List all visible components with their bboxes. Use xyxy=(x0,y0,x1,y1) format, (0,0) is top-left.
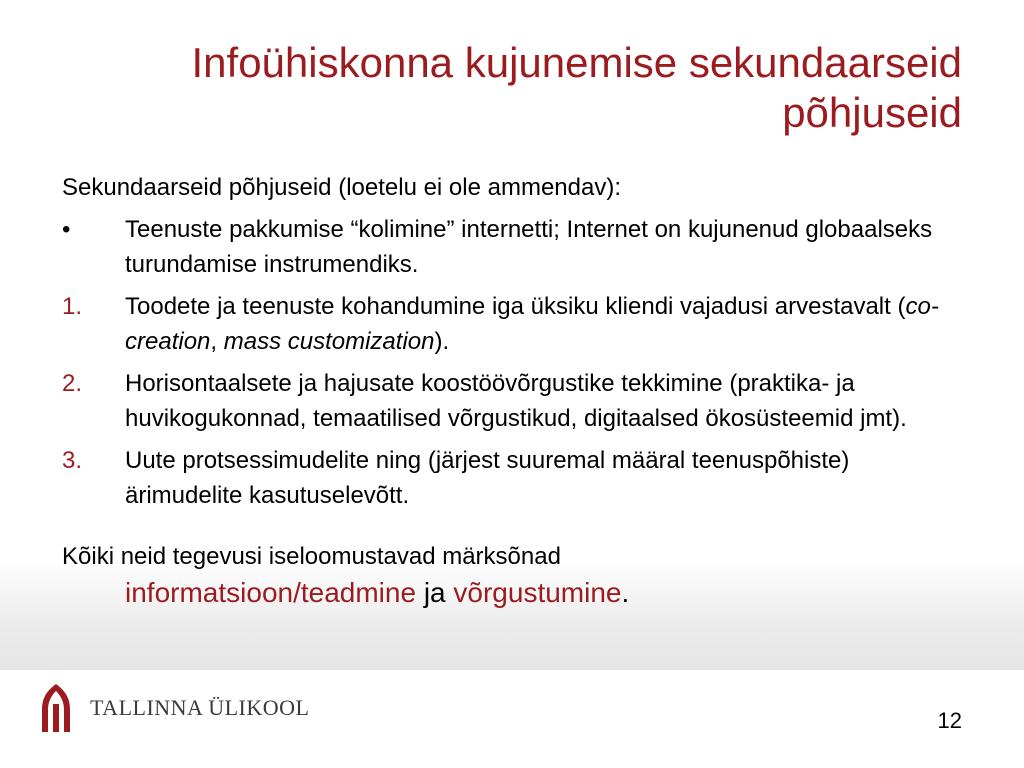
university-arch-icon xyxy=(40,682,72,734)
slide-content xyxy=(62,170,967,612)
list-item xyxy=(62,443,967,513)
keyword-networking: võrgustumine xyxy=(453,577,622,608)
list-item xyxy=(62,366,967,436)
keyword-conjunction: ja xyxy=(416,577,454,608)
list-item xyxy=(62,212,967,282)
item-italic-term: mass customization xyxy=(223,328,435,355)
closing-text: Kõiki neid tegevusi iseloomustavad märksõnad xyxy=(62,543,561,570)
bullet-marker: • xyxy=(62,216,71,243)
keyword-information: informatsioon/teadmine xyxy=(125,577,417,608)
number-marker: 3. xyxy=(62,447,83,474)
item-text: Uute protsessimudelite ning (järjest suuremal määral teenuspõhiste) ärimudelite kasutuselevõtt. xyxy=(125,447,850,509)
list-item xyxy=(62,289,967,359)
item-text: Teenuste pakkumise “kolimine” internetti; Internet on kujunenud globaalseks turundamise instrumendiks. xyxy=(125,216,933,278)
page-number: 12 xyxy=(937,708,962,733)
intro-text: Sekundaarseid põhjuseid (loetelu ei ole ammendav): xyxy=(62,174,622,201)
reasons-list xyxy=(62,212,967,513)
number-marker: 2. xyxy=(62,370,83,397)
keyword-period: . xyxy=(621,577,630,608)
item-text-end: ). xyxy=(434,328,450,355)
logo-text: TALLINNA ÜLIKOOL xyxy=(90,695,310,720)
item-separator: , xyxy=(210,328,224,355)
keywords-line xyxy=(62,574,967,612)
number-marker: 1. xyxy=(62,293,83,320)
slide-title: Infoühiskonna kujunemise sekundaarseid põhjuseid xyxy=(191,39,962,136)
item-text: Toodete ja teenuste kohandumine iga üksiku kliendi vajadusi arvestavalt ( xyxy=(125,293,906,320)
university-logo xyxy=(40,682,309,734)
item-text: Horisontaalsete ja hajusate koostöövõrgustike tekkimine (praktika- ja huvikogukonnad, temaatilised võrgustikud, digitaalsed ökosüsteemid jmt). xyxy=(125,370,907,432)
item-italic-term: co-creation xyxy=(125,293,939,355)
closing-paragraph xyxy=(62,539,967,612)
